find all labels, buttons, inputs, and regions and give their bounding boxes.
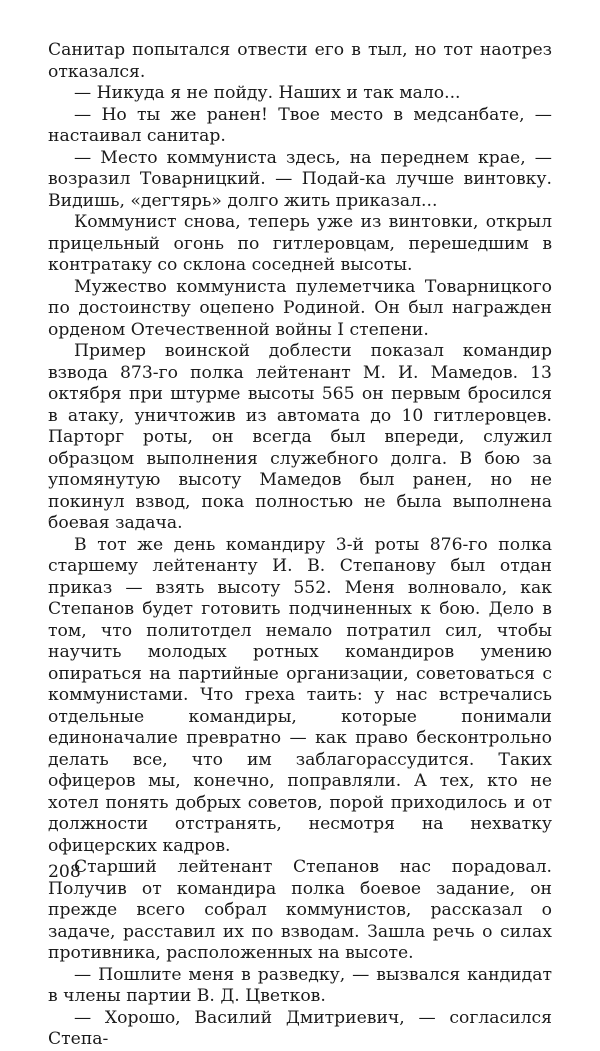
paragraph-6: Мужество коммуниста пулеметчика Товарницкого по достоинству оцепено Родиной. Он был награжден орденом Отечественной войны I степени. [48,276,552,340]
paragraph-8: В тот же день командиру 3-й роты 876-го полка старшему лейтенанту И. В. Степанову был отдан приказ — взять высоту 552. Меня волновало, как Степанов будет готовить подчиненных к бою. Дело в том, что политотдел немало потратил сил, чтобы научить молодых ротных командиров умению опираться на партийные организации, советоваться с коммунистами. Что греха таить: у нас встречались отдельные командиры, которые понимали единоначалие превратно — как право бесконтрольно делать все, что им заблагорассудится. Таких офицеров мы, конечно, поправляли. А тех, кто не хотел понять добрых советов, порой приходилось и от должности отстранять, несмотря на нехватку офицерских кадров. [48,534,552,856]
page-body [48,40,552,1051]
paragraph-3: — Но ты же ранен! Твое место в медсанбате, — настаивал санитар. [48,104,552,146]
paragraph-7: Пример воинской доблести показал командир взвода 873-го полка лейтенант М. И. Мамедов. 13 октября при штурме высоты 565 он первым бросился в атаку, уничтожив из автомата до 10 гитлеровцев. Парторг роты, он всегда был впереди, служил образцом выполнения служебного долга. В бою за упомянутую высоту Мамедов был ранен, но не покинул взвод, пока полностью не была выполнена боевая задача. [48,341,552,533]
paragraph-11: — Хорошо, Василий Дмитриевич, — согласился Степа- [48,1007,552,1049]
paragraph-9: Старший лейтенант Степанов нас порадовал. Получив от командира полка боевое задание, он прежде всего собрал коммунистов, рассказал о задаче, расставил их по взводам. Зашла речь о силах противника, расположенных на высоте. [48,857,552,963]
paragraph-4: — Место коммуниста здесь, на переднем крае, — возразил Товарницкий. — Подай-ка лучше винтовку. Видишь, «дегтярь» долго жить приказал... [48,147,552,211]
paragraph-1: Санитар попытался отвести его в тыл, но тот наотрез отказался. [48,40,552,82]
paragraph-2: — Никуда я не пойду. Наших и так мало... [74,83,461,103]
page-number: 208 [48,862,81,882]
paragraph-5: Коммунист снова, теперь уже из винтовки, открыл прицельный огонь по гитлеровцам, перешедшим в контратаку со склона соседней высоты. [48,212,552,275]
paragraph-10: — Пошлите меня в разведку, — вызвался кандидат в члены партии В. Д. Цветков. [48,964,552,1006]
